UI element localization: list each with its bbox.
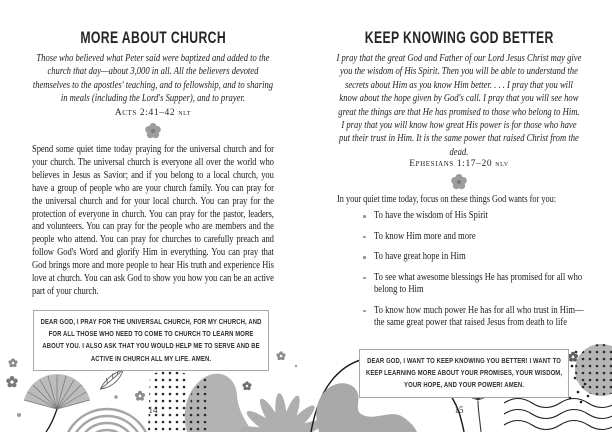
- prayer-text: DEAR GOD, I WANT TO KEEP KNOWING YOU BETTER! I WANT TO KEEP LEARNING MORE ABOUT YOUR PROMISES, YOUR WISDOM, YOUR HOPE, AND YOUR POWER! AMEN.: [365, 356, 563, 390]
- reference-version: nlv: [495, 159, 509, 168]
- scripture-reference: [0, 108, 306, 118]
- devotional-body: Spend some quiet time today praying for the universal church and for your church. The universal church is everyone all over the world who believes in Jesus as Savior; and if you belong to a local church, you have a group of people who are your church family. You can pray for the universal church and for your local church. You can pray for the protection of everyone in church. You can pray for the pastor, leaders, and volunteers. You can pray for the people who are members and the people who attend. You can pray for churches to carefully preach and follow God's Word and glorify Him in everything. You can pray that God brings more and more people to hear His truth and experience His love at church. You can ask God to show you how you can be an active part of your church.: [32, 144, 274, 297]
- prayer-text: DEAR GOD, I PRAY FOR THE UNIVERSAL CHURCH, FOR MY CHURCH, AND FOR ALL THOSE WHO NEED TO COME TO CHURCH TO LEARN MORE ABOUT YOU. I ALSO ASK THAT YOU WOULD HELP ME TO SERVE AND BE ACTIVE IN CHURCH ALL MY LIFE. AMEN.: [40, 317, 262, 363]
- reference-book: Ephesians 1:17–20: [409, 159, 493, 169]
- bullet-dot-icon: [363, 277, 366, 280]
- scripture-quote: Those who believed what Peter said were baptized and added to the church that day—about 3,000 in all. All the believers devoted themselves to the apostles' teaching, and to fellowship, and to sharing in meals (including the Lord's Supper), and to prayer.: [32, 53, 274, 105]
- bullet-dot-icon: [363, 236, 366, 239]
- bullet-dot-icon: [363, 215, 366, 218]
- page-number: 15: [454, 405, 464, 415]
- focus-list-item: [374, 272, 584, 297]
- prayer-box: [33, 310, 269, 371]
- bullet-dot-icon: [363, 256, 366, 259]
- focus-item-text: To see what awesome blessings He has promised for all who belong to Him: [374, 271, 583, 295]
- page-title: MORE ABOUT CHURCH: [80, 28, 226, 47]
- scripture-reference: [306, 159, 612, 169]
- reference-book: Acts 2:41–42: [114, 108, 176, 118]
- focus-intro: In your quiet time today, focus on these things God wants for you:: [337, 194, 557, 205]
- scripture-quote: I pray that the great God and Father of our Lord Jesus Christ may give you the wisdom of His Spirit. Then you will be able to understand the secrets about Him as you know Him better. . . . I pray that you will know about the hope given by God's call. I pray that you will see how great the things are that He has promised to those who belong to Him. I pray that you will know how great His power is for those who have put their trust in Him. It is the same power that raised Christ from the dead.: [336, 53, 582, 158]
- focus-list-item: [374, 231, 584, 244]
- focus-item-text: To know how much power He has for all who trust in Him—the same great power that raised Jesus from death to life: [374, 304, 584, 328]
- page-right: [306, 0, 612, 432]
- focus-list-item: [374, 305, 584, 330]
- page-title: KEEP KNOWING GOD BETTER: [364, 28, 554, 47]
- bullet-dot-icon: [363, 310, 366, 313]
- focus-item-text: To have great hope in Him: [374, 251, 466, 262]
- focus-item-text: To know Him more and more: [374, 230, 476, 242]
- reference-version: nlt: [178, 108, 192, 117]
- focus-list-item: [374, 251, 584, 264]
- page-number: 14: [148, 405, 158, 415]
- focus-list-item: [374, 210, 584, 223]
- prayer-box: [359, 349, 569, 398]
- focus-item-text: To have the wisdom of His Spirit: [374, 210, 488, 221]
- focus-list: [374, 210, 584, 338]
